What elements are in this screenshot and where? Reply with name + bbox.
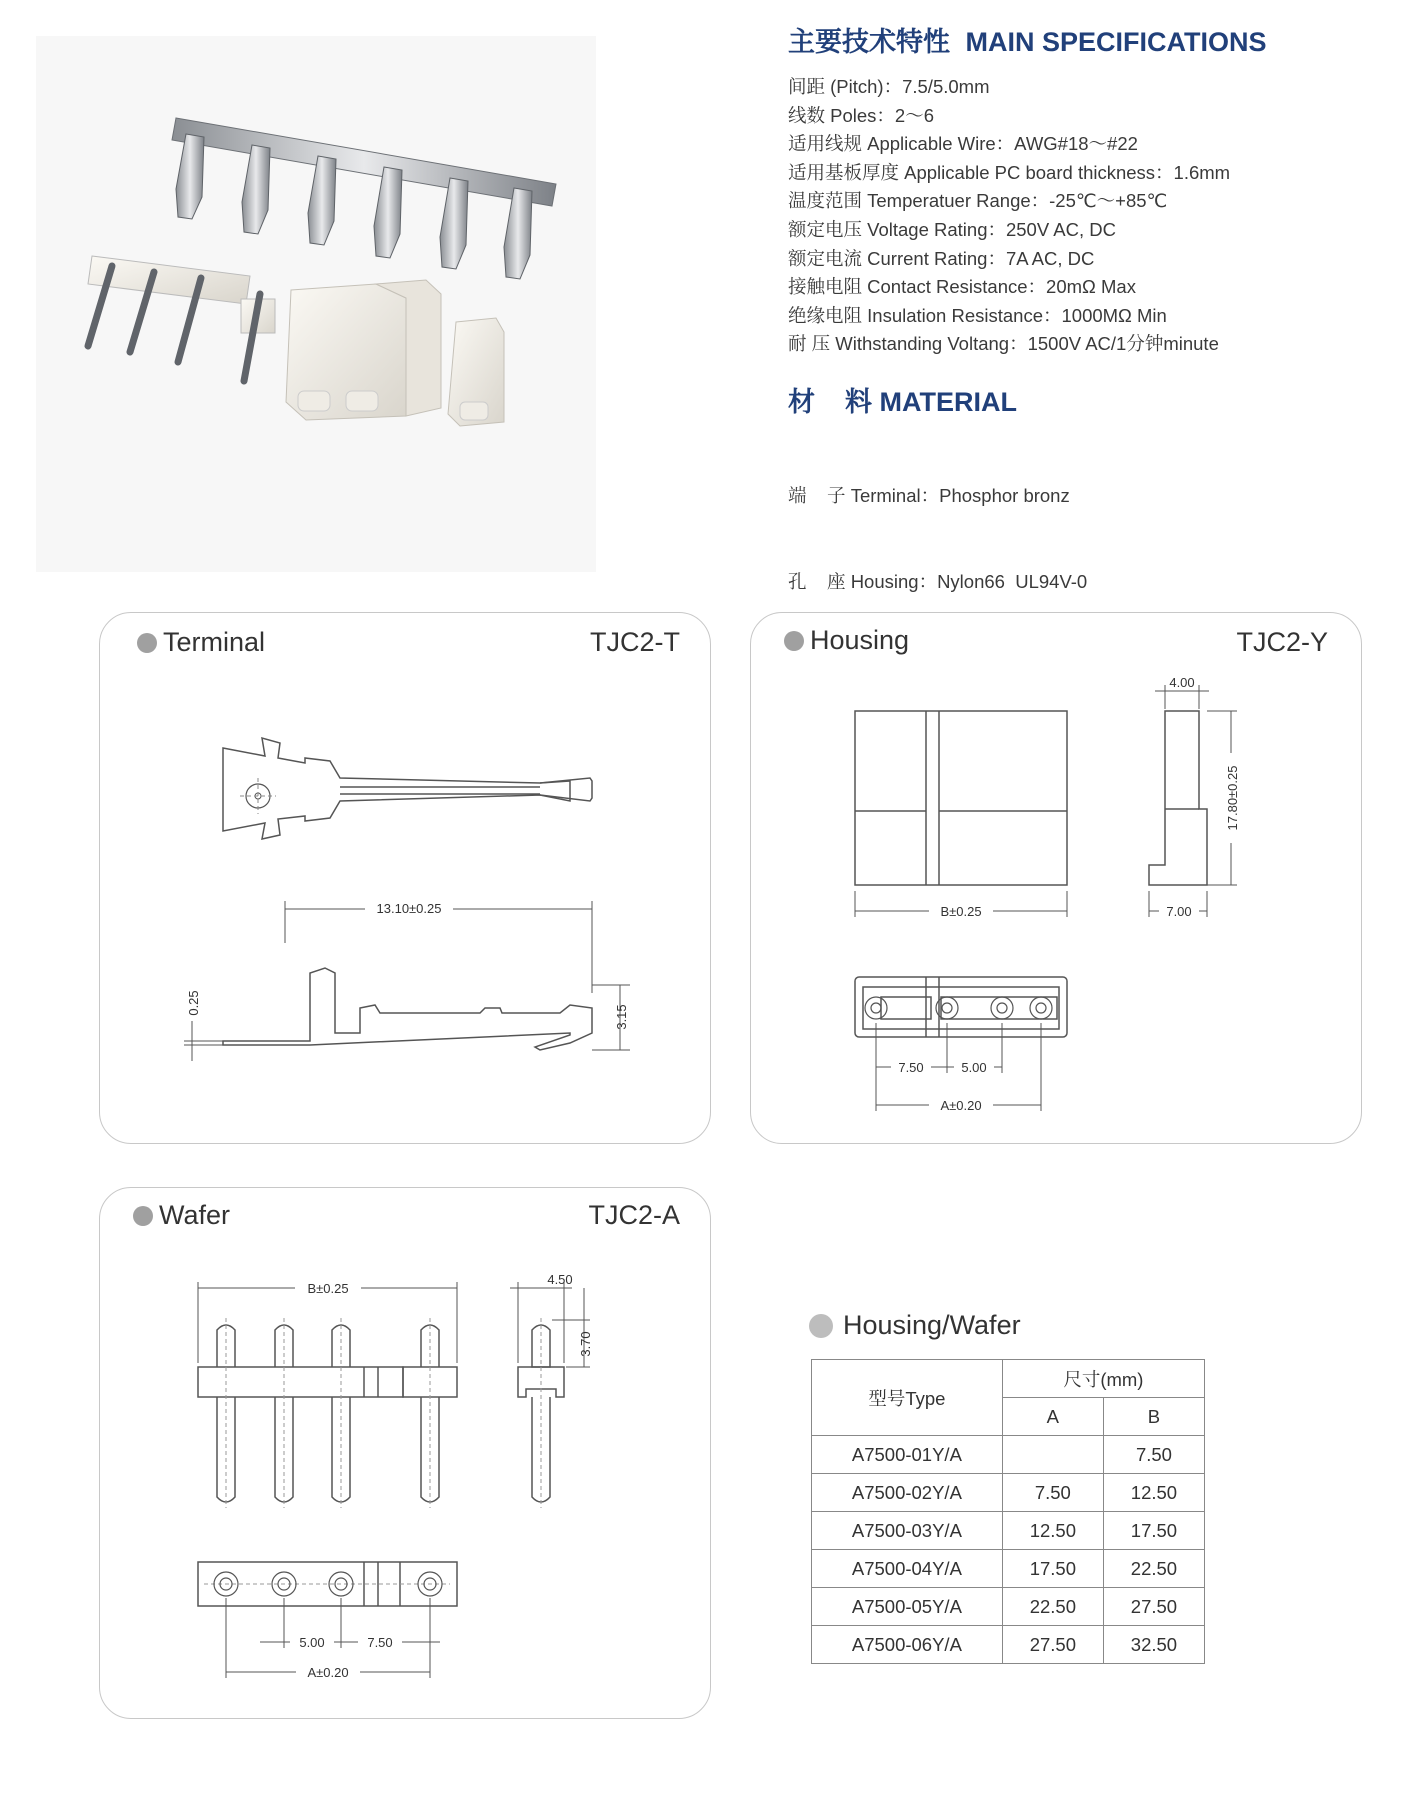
material-item: 孔 座 Housing：Nylon66 UL94V-0 (788, 570, 1088, 592)
cell-a: 27.50 (1002, 1626, 1103, 1664)
dim-housing-height: 17.80±0.25 (1225, 765, 1240, 831)
cell-b: 32.50 (1103, 1626, 1204, 1664)
cell-type: A7500-06Y/A (812, 1626, 1003, 1664)
housing-wafer-title (809, 1310, 1021, 1341)
col-size-header: 尺寸(mm) (1002, 1360, 1204, 1398)
material-heading-en: MATERIAL (879, 387, 1018, 417)
cell-a: 17.50 (1002, 1550, 1103, 1588)
dim-housing-top: 4.00 (1169, 675, 1195, 690)
cell-a (1002, 1436, 1103, 1474)
spec-item: 适用线规 Applicable Wire：AWG#18～#22 (788, 133, 1138, 155)
wafer-title-text: Wafer (159, 1200, 231, 1230)
terminal-panel (99, 612, 711, 1144)
col-type-header: 型号Type (812, 1360, 1003, 1436)
cell-b: 27.50 (1103, 1588, 1204, 1626)
cell-b: 17.50 (1103, 1512, 1204, 1550)
housing-wafer-title-text: Housing/Wafer (843, 1310, 1021, 1340)
dim-housing-b: B±0.25 (940, 904, 982, 919)
table-row (812, 1474, 1205, 1512)
terminal-drawing (100, 613, 710, 1143)
terminal-code: TJC2-T (590, 627, 680, 657)
dim-wafer-pitch1: 5.00 (299, 1635, 325, 1650)
col-b-header: B (1103, 1398, 1204, 1436)
dim-terminal-length: 13.10±0.25 (376, 901, 442, 916)
cell-a: 12.50 (1002, 1512, 1103, 1550)
spec-item: 额定电压 Voltage Rating：250V AC, DC (788, 218, 1117, 240)
table-header-row (812, 1360, 1205, 1398)
dim-housing-pitch1: 7.50 (898, 1060, 924, 1075)
table-row (812, 1626, 1205, 1664)
col-a-header: A (1002, 1398, 1103, 1436)
dim-wafer-side-h: 3.70 (578, 1331, 593, 1357)
cell-type: A7500-05Y/A (812, 1588, 1003, 1626)
cell-b: 7.50 (1103, 1436, 1204, 1474)
terminal-title-text: Terminal (163, 627, 266, 657)
spec-item: 绝缘电阻 Insulation Resistance：1000MΩ Min (788, 304, 1167, 326)
spec-item: 接触电阻 Contact Resistance：20mΩ Max (788, 276, 1136, 298)
specs-heading-cn: 主要技术特性 (788, 27, 950, 57)
table-row (812, 1436, 1205, 1474)
cell-type: A7500-02Y/A (812, 1474, 1003, 1512)
dim-housing-a: A±0.20 (940, 1098, 982, 1113)
table-row (812, 1550, 1205, 1588)
spec-item: 额定电流 Current Rating：7A AC, DC (788, 247, 1095, 269)
specs-heading (788, 20, 1267, 59)
housing-title-text: Housing (810, 625, 910, 655)
dim-housing-pitch2: 5.00 (961, 1060, 987, 1075)
dim-wafer-pitch2: 7.50 (367, 1635, 393, 1650)
spec-item: 温度范围 Temperatuer Range：-25℃～+85℃ (788, 190, 1168, 212)
dim-terminal-thickness: 0.25 (186, 990, 201, 1016)
spec-item: 间距 (Pitch)：7.5/5.0mm (788, 76, 990, 97)
dim-wafer-a: A±0.20 (307, 1665, 349, 1680)
spec-item: 线数 Poles：2～6 (788, 104, 934, 126)
cell-type: A7500-01Y/A (812, 1436, 1003, 1474)
dim-wafer-b: B±0.25 (307, 1281, 349, 1296)
dim-housing-side-bottom: 7.00 (1166, 904, 1192, 919)
housing-panel (750, 612, 1362, 1144)
dim-terminal-height: 3.15 (614, 1004, 629, 1030)
bullet-dot-icon (809, 1314, 833, 1338)
specs-heading-en: MAIN SPECIFICATIONS (965, 27, 1267, 57)
specs-list (788, 73, 1230, 359)
spec-item: 耐 压 Withstanding Voltang：1500V AC/1分钟minute (788, 333, 1219, 355)
housing-code: TJC2-Y (1236, 627, 1328, 657)
wafer-code: TJC2-A (588, 1200, 680, 1230)
housing-drawing (751, 613, 1361, 1143)
cell-type: A7500-03Y/A (812, 1512, 1003, 1550)
material-heading (788, 380, 1017, 419)
material-heading-cn: 材 料 (788, 387, 873, 417)
material-item: 端 子 Terminal：Phosphor bronz (788, 485, 1070, 507)
dim-wafer-side-top: 4.50 (547, 1272, 573, 1287)
cell-type: A7500-04Y/A (812, 1550, 1003, 1588)
table-row (812, 1588, 1205, 1626)
size-table (811, 1359, 1205, 1664)
wafer-drawing (100, 1188, 710, 1718)
connector-parts-illustration (36, 36, 596, 572)
table-row (812, 1512, 1205, 1550)
cell-a: 22.50 (1002, 1588, 1103, 1626)
cell-a: 7.50 (1002, 1474, 1103, 1512)
spec-item: 适用基板厚度 Applicable PC board thickness：1.6mm (788, 161, 1231, 183)
product-photo (36, 36, 596, 572)
cell-b: 12.50 (1103, 1474, 1204, 1512)
cell-b: 22.50 (1103, 1550, 1204, 1588)
wafer-panel (99, 1187, 711, 1719)
